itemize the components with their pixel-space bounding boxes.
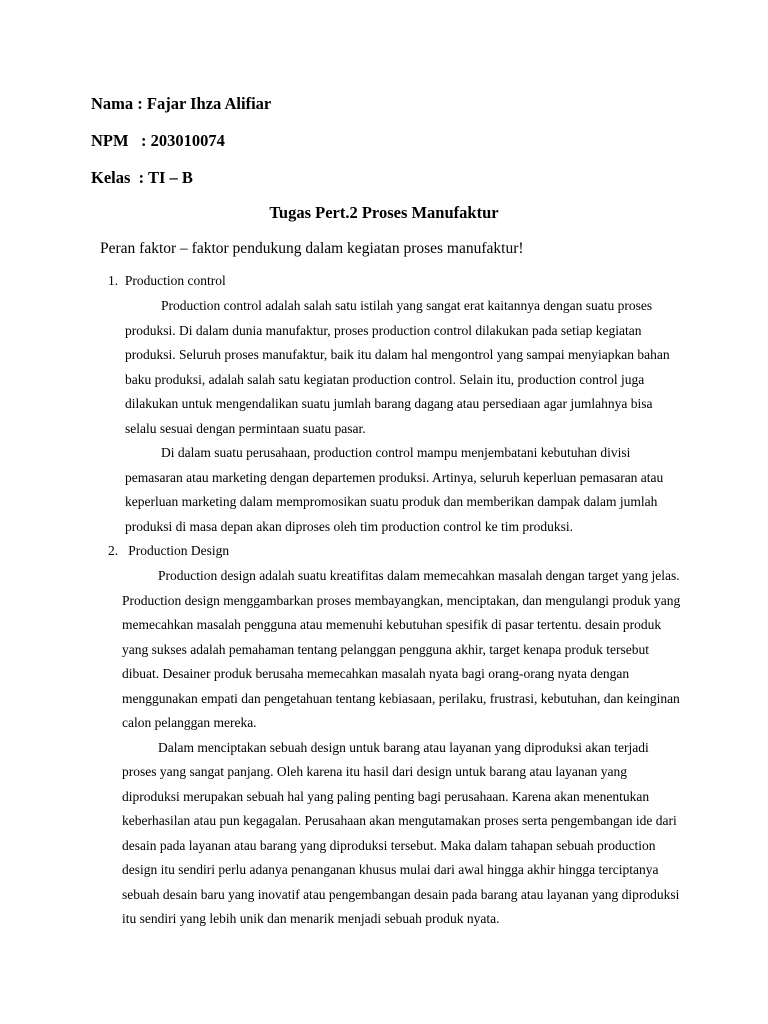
section-2-title: Production Design [128,543,230,558]
student-name: Nama : Fajar Ihza Alifiar [91,94,272,113]
section-2-number: 2. [108,543,119,558]
section-1-paragraph: Di dalam suatu perusahaan, production control mampu menjembatani kebutuhan divisi pemasaran atau marketing dengan departemen produksi. Artinya, seluruh keperluan pemasaran atau keperluan marketing dalam mempromosikan suatu produk dan memberikan dampak dalam jumlah produksi di masa depan akan diproses oleh tim production control ke tim produksi. [125,445,664,534]
section-2-heading [108,543,229,559]
section-1-title: Production control [124,273,226,288]
section-1-body [125,294,685,539]
section-1-number: 1. [108,273,119,288]
student-class: Kelas : TI – B [91,168,193,187]
intro-question: Peran faktor – faktor pendukung dalam kegiatan proses manufaktur! [100,240,524,257]
section-1-heading [108,273,226,289]
section-2-paragraph: Dalam menciptakan sebuah design untuk barang atau layanan yang diproduksi akan terjadi proses yang sangat panjang. Oleh karena itu hasil dari design untuk barang atau layanan yang diproduksi merupakan sebuah hal yang paling penting bagi perusahaan. Karena akan menentukan keberhasilan atau pun kegagalan. Perusahaan akan mengutamakan proses serta pengembangan ide dari desain pada layanan atau barang yang diproduksi tersebut. Maka dalam tahapan sebuah production design itu sendiri perlu adanya penanganan khusus mulai dari awal hingga akhir hingga terciptanya sebuah desain baru yang inovatif atau pengembangan desain pada barang atau layanan yang diproduksi itu sendiri yang lebih unik dan menarik menjadi sebuah produk nyata. [122,739,680,926]
document-title: Tugas Pert.2 Proses Manufaktur [269,203,499,222]
section-2-paragraph: Production design adalah suatu kreatifitas dalam memecahkan masalah dengan target yang jelas. Production design menggambarkan proses membayangkan, menciptakan, dan mengulangi produk yang memecahkan masalah pengguna atau memenuhi kebutuhan spesifik di pasar tertentu. desain produk yang sukses adalah pemahaman tentang pelanggan pengguna akhir, target kenapa produk tersebut dibuat. Desainer produk berusaha memecahkan masalah nyata bagi orang-orang nyata dengan menggunakan empati dan pengetahuan tentang kebiasaan, perilaku, frustrasi, kebutuhan, dan keinginan calon pelanggan mereka. [122,568,681,730]
student-npm: NPM : 203010074 [91,131,225,150]
section-2-body [122,564,682,932]
section-1-paragraph: Production control adalah salah satu istilah yang sangat erat kaitannya dengan suatu proses produksi. Di dalam dunia manufaktur, proses production control dilakukan pada setiap kegiatan produksi. Seluruh proses manufaktur, baik itu dalam hal mengontrol yang sampai menyiapkan bahan baku produksi, adalah salah satu kegiatan production control. Selain itu, production control juga dilakukan untuk mengendalikan suatu jumlah barang dagang atau persediaan agar jumlahnya bisa selalu sesuai dengan permintaan suatu pasar. [125,298,670,436]
